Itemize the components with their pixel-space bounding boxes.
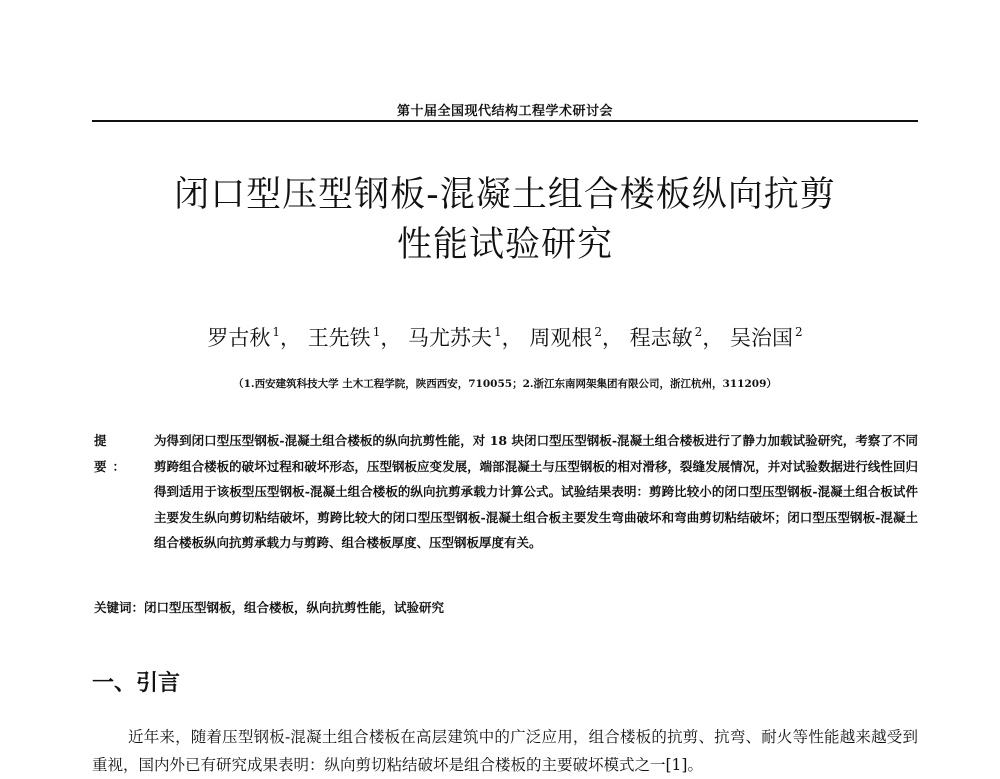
affiliations: （1.西安建筑科技大学 土木工程学院，陕西西安，710055；2.浙江东南网架集团有限公司，浙江杭州，311209） [233,378,777,390]
intro-paragraph: 近年来，随着压型钢板-混凝土组合楼板在高层建筑中的广泛应用，组合楼板的抗剪、抗弯、耐火等性能越来越受到重视，国内外已有研究成果表明：纵向剪切粘结破坏是组合楼板的主要破坏模式之一[1]。 [92,728,918,774]
author-affil-mark: 2 [795,325,803,339]
author-name: 吴治国 [730,326,793,350]
title-line-2: 性能试验研究 [396,225,613,265]
abstract-text: 为得到闭口型压型钢板-混凝土组合楼板的纵向抗剪性能，对 18 块闭口型压型钢板-混凝土组合楼板进行了静力加载试验研究，考察了不同剪跨组合楼板的破坏过程和破坏形态，压型钢板应变发展，端部混凝土与压型钢板的相对滑移，裂缝发展情况，并对试验数据进行线性回归得到适用于该板型压型钢板-混凝土组合楼板的纵向抗剪承载力计算公式。试验结果表明：剪跨比较小的闭口型压型钢板-混凝土组合板试件主要发生纵向剪切粘结破坏，剪跨比较大的闭口型压型钢板-混凝土组合板主要发生弯曲破坏和弯曲剪切粘结破坏；闭口型压型钢板-混凝土组合楼板纵向抗剪承载力与剪跨、组合楼板厚度、压型钢板厚度有关。 [154,433,918,550]
paper-title [92,170,918,270]
author-name: 马尤苏夫 [408,326,493,350]
author-separator: ， [380,326,402,350]
abstract [94,428,918,556]
author-name: 王先铁 [307,326,371,350]
author-affil-mark: 1 [272,325,280,339]
author-separator: ， [280,326,301,350]
keywords-text: 闭口型压型钢板，组合楼板，纵向抗剪性能，试验研究 [144,600,445,615]
keywords [94,598,918,616]
author-separator: ， [702,326,724,350]
author-affil-mark: 2 [594,325,602,339]
author-separator: ， [601,326,623,350]
abstract-label: 提 要： [94,433,132,474]
title-line-1: 闭口型压型钢板-混凝土组合楼板纵向抗剪 [174,175,836,215]
author-list [92,322,918,352]
author-affil-mark: 2 [694,325,703,339]
author-separator: ， [501,326,523,350]
running-header: 第十届全国现代结构工程学术研讨会 [396,104,613,119]
author-affil-mark: 1 [494,325,502,339]
section-heading: 一、引言 [92,671,181,696]
header-rule [92,120,918,122]
keywords-label: 关键词： [94,600,145,615]
author-name: 罗古秋 [207,326,271,350]
author-name: 程志敏 [629,326,693,350]
author-name: 周观根 [529,326,593,350]
author-affil-mark: 1 [372,325,381,339]
